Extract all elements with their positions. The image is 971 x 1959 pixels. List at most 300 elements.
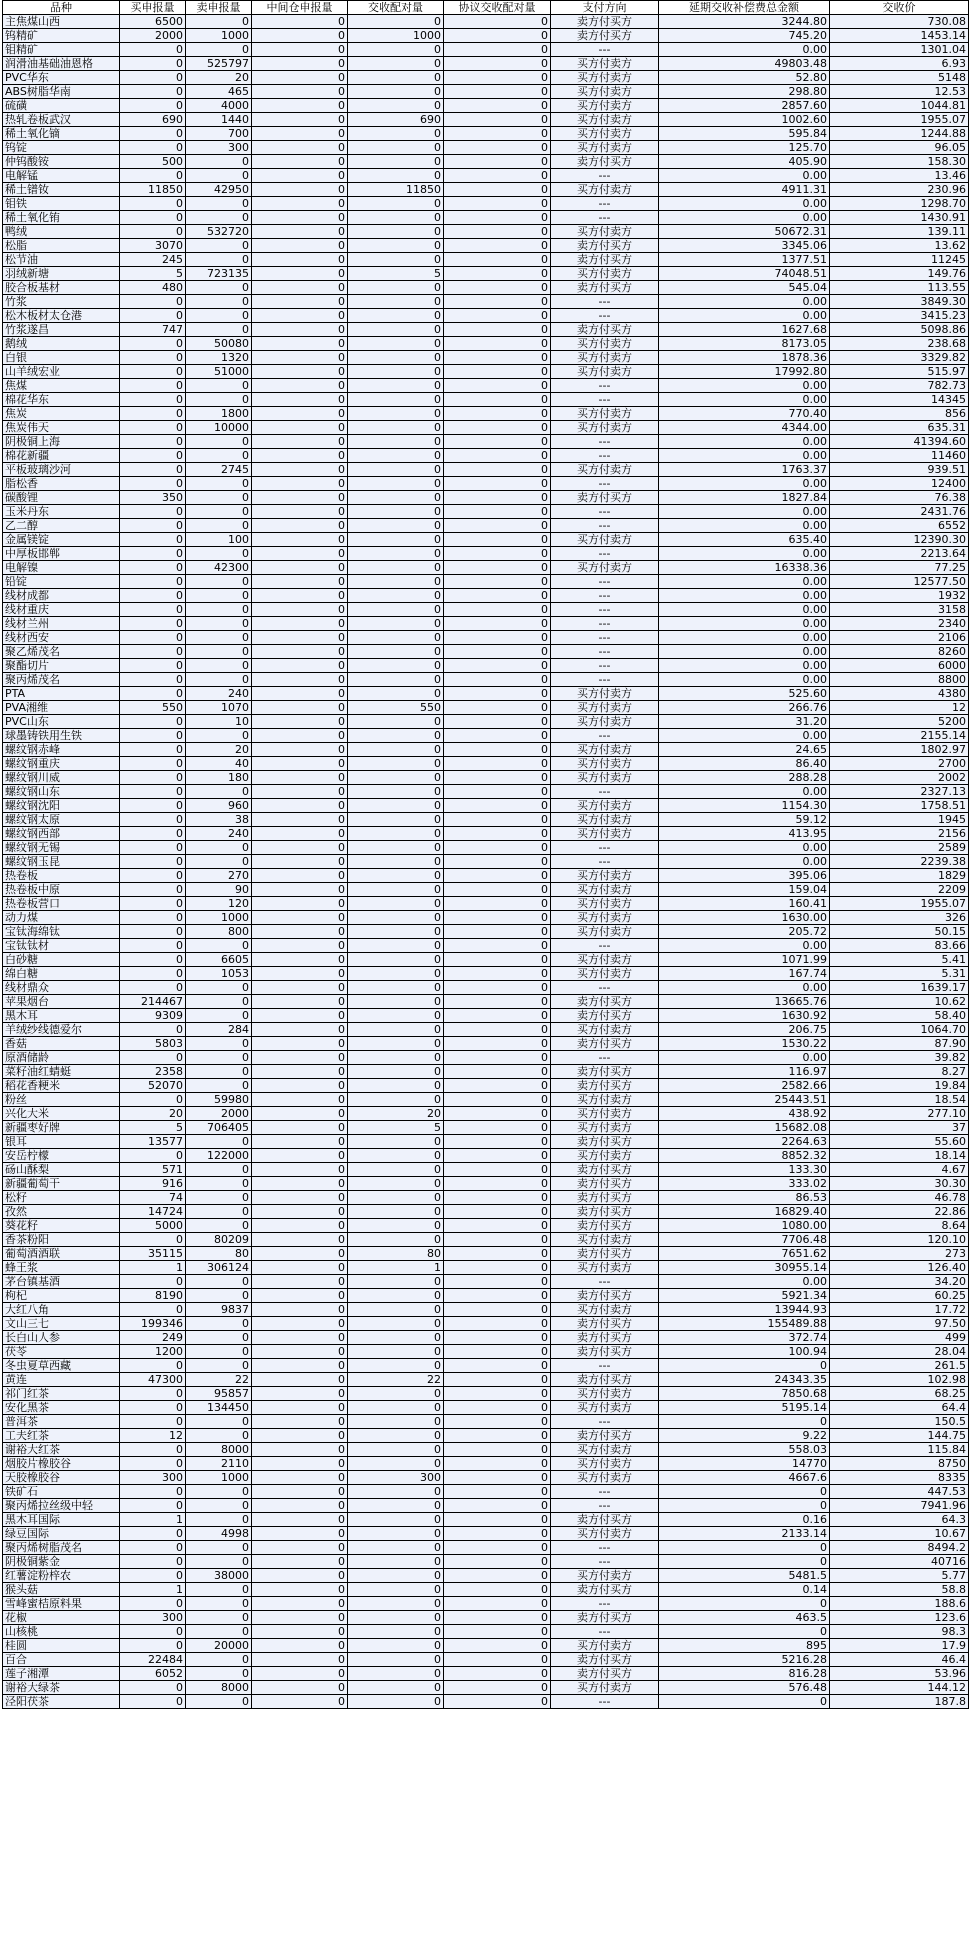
agreement-matched-cell: 0 [444,337,551,351]
compensation-total-cell: 133.30 [659,1163,830,1177]
sell-declared-cell: 38000 [186,1569,252,1583]
payment-direction-cell: 买方付卖方 [551,1527,659,1541]
compensation-total-cell: 0.00 [659,855,830,869]
payment-direction-cell: 买方付卖方 [551,1401,659,1415]
table-row [3,1093,969,1107]
intermediate-declared-cell: 0 [252,323,348,337]
intermediate-declared-cell: 0 [252,855,348,869]
intermediate-declared-cell: 0 [252,813,348,827]
payment-direction-cell: 买方付卖方 [551,113,659,127]
delivery-matched-cell: 0 [348,421,444,435]
delivery-matched-cell: 0 [348,1177,444,1191]
buy-declared-cell: 0 [120,1457,186,1471]
table-row [3,15,969,29]
settlement-price-cell: 1453.14 [830,29,969,43]
settlement-price-cell: 64.3 [830,1513,969,1527]
table-row [3,85,969,99]
payment-direction-cell: --- [551,659,659,673]
intermediate-declared-cell: 0 [252,1457,348,1471]
sell-declared-cell: 0 [186,617,252,631]
agreement-matched-cell: 0 [444,1443,551,1457]
delivery-matched-cell: 0 [348,1163,444,1177]
compensation-total-cell: 1627.68 [659,323,830,337]
payment-direction-cell: --- [551,939,659,953]
table-row [3,393,969,407]
variety-cell: 金属镁锭 [3,533,120,547]
table-row [3,813,969,827]
variety-cell: 线材重庆 [3,603,120,617]
variety-cell: 线材成都 [3,589,120,603]
sell-declared-cell: 50080 [186,337,252,351]
delivery-matched-cell: 0 [348,953,444,967]
compensation-total-cell: 4667.6 [659,1471,830,1485]
compensation-total-cell: 0.00 [659,939,830,953]
variety-cell: 线材西安 [3,631,120,645]
payment-direction-cell: 卖方付买方 [551,323,659,337]
payment-direction-cell: 买方付卖方 [551,99,659,113]
agreement-matched-cell: 0 [444,1107,551,1121]
variety-cell: 稻花香粳米 [3,1079,120,1093]
delivery-matched-cell: 0 [348,1457,444,1471]
compensation-total-cell: 1630.00 [659,911,830,925]
table-row [3,757,969,771]
intermediate-declared-cell: 0 [252,827,348,841]
compensation-total-cell: 59.12 [659,813,830,827]
buy-declared-cell: 0 [120,1555,186,1569]
agreement-matched-cell: 0 [444,1247,551,1261]
agreement-matched-cell: 0 [444,43,551,57]
variety-cell: 鸭绒 [3,225,120,239]
agreement-matched-cell: 0 [444,71,551,85]
intermediate-declared-cell: 0 [252,1051,348,1065]
variety-cell: 螺纹钢太原 [3,813,120,827]
table-row [3,1541,969,1555]
compensation-total-cell: 125.70 [659,141,830,155]
sell-declared-cell: 706405 [186,1121,252,1135]
agreement-matched-cell: 0 [444,393,551,407]
table-row [3,155,969,169]
agreement-matched-cell: 0 [444,1625,551,1639]
buy-declared-cell: 0 [120,911,186,925]
buy-declared-cell: 0 [120,197,186,211]
payment-direction-cell: 卖方付买方 [551,1429,659,1443]
sell-declared-cell: 0 [186,589,252,603]
intermediate-declared-cell: 0 [252,1009,348,1023]
intermediate-declared-cell: 0 [252,1681,348,1695]
settlement-price-cell: 12390.30 [830,533,969,547]
table-row [3,1597,969,1611]
sell-declared-cell: 2000 [186,1107,252,1121]
delivery-matched-cell: 0 [348,981,444,995]
compensation-total-cell: 0.00 [659,603,830,617]
compensation-total-cell: 13944.93 [659,1303,830,1317]
table-row [3,1191,969,1205]
payment-direction-cell: 卖方付买方 [551,253,659,267]
agreement-matched-cell: 0 [444,1037,551,1051]
delivery-matched-cell: 0 [348,841,444,855]
table-row [3,113,969,127]
variety-cell: 松节油 [3,253,120,267]
payment-direction-cell: --- [551,1051,659,1065]
intermediate-declared-cell: 0 [252,1065,348,1079]
table-row [3,1513,969,1527]
payment-direction-cell: --- [551,1695,659,1709]
intermediate-declared-cell: 0 [252,533,348,547]
settlement-price-cell: 150.5 [830,1415,969,1429]
settlement-price-cell: 13.46 [830,169,969,183]
delivery-matched-cell: 0 [348,1219,444,1233]
settlement-price-cell: 2156 [830,827,969,841]
delivery-matched-cell: 0 [348,1289,444,1303]
intermediate-declared-cell: 0 [252,1471,348,1485]
buy-declared-cell: 690 [120,113,186,127]
delivery-matched-cell: 0 [348,645,444,659]
delivery-matched-cell: 0 [348,869,444,883]
payment-direction-cell: 卖方付买方 [551,1611,659,1625]
variety-cell: 线材鼎众 [3,981,120,995]
delivery-matched-cell: 0 [348,1611,444,1625]
sell-declared-cell: 100 [186,533,252,547]
variety-cell: 球墨铸铁用生铁 [3,729,120,743]
payment-direction-cell: --- [551,547,659,561]
payment-direction-cell: 买方付卖方 [551,1471,659,1485]
buy-declared-cell: 0 [120,687,186,701]
table-row [3,211,969,225]
intermediate-declared-cell: 0 [252,99,348,113]
sell-declared-cell: 960 [186,799,252,813]
agreement-matched-cell: 0 [444,575,551,589]
delivery-matched-cell: 0 [348,1149,444,1163]
intermediate-declared-cell: 0 [252,1513,348,1527]
buy-declared-cell: 350 [120,491,186,505]
intermediate-declared-cell: 0 [252,1499,348,1513]
intermediate-declared-cell: 0 [252,687,348,701]
variety-cell: 安岳柠檬 [3,1149,120,1163]
table-row [3,351,969,365]
agreement-matched-cell: 0 [444,841,551,855]
delivery-matched-cell: 0 [348,659,444,673]
agreement-matched-cell: 0 [444,1121,551,1135]
sell-declared-cell: 0 [186,1177,252,1191]
settlement-price-cell: 46.78 [830,1191,969,1205]
payment-direction-cell: 买方付卖方 [551,869,659,883]
delivery-matched-cell: 0 [348,449,444,463]
intermediate-declared-cell: 0 [252,1653,348,1667]
table-row [3,1121,969,1135]
settlement-price-cell: 499 [830,1331,969,1345]
settlement-price-cell: 3158 [830,603,969,617]
settlement-price-cell: 1758.51 [830,799,969,813]
delivery-matched-cell: 0 [348,799,444,813]
compensation-total-cell: 0 [659,1625,830,1639]
variety-cell: 润滑油基础油恩格 [3,57,120,71]
variety-cell: 钨锭 [3,141,120,155]
intermediate-declared-cell: 0 [252,1359,348,1373]
compensation-total-cell: 438.92 [659,1107,830,1121]
compensation-total-cell: 16338.36 [659,561,830,575]
sell-declared-cell: 0 [186,645,252,659]
sell-declared-cell: 80209 [186,1233,252,1247]
buy-declared-cell: 0 [120,589,186,603]
variety-cell: 枸杞 [3,1289,120,1303]
delivery-matched-cell: 0 [348,435,444,449]
table-row [3,953,969,967]
payment-direction-cell: 卖方付买方 [551,1205,659,1219]
compensation-total-cell: 16829.40 [659,1205,830,1219]
settlement-price-cell: 3849.30 [830,295,969,309]
buy-declared-cell: 0 [120,799,186,813]
intermediate-declared-cell: 0 [252,673,348,687]
compensation-total-cell: 0.00 [659,1275,830,1289]
agreement-matched-cell: 0 [444,1303,551,1317]
compensation-total-cell: 49803.48 [659,57,830,71]
sell-declared-cell: 38 [186,813,252,827]
table-header-row [3,1,969,15]
settlement-price-cell: 1639.17 [830,981,969,995]
sell-declared-cell: 0 [186,1135,252,1149]
intermediate-declared-cell: 0 [252,1667,348,1681]
settlement-price-cell: 1932 [830,589,969,603]
buy-declared-cell: 500 [120,155,186,169]
sell-declared-cell: 0 [186,1695,252,1709]
variety-cell: 猴头菇 [3,1583,120,1597]
sell-declared-cell: 0 [186,1289,252,1303]
table-row [3,925,969,939]
compensation-total-cell: 1530.22 [659,1037,830,1051]
buy-declared-cell: 0 [120,547,186,561]
delivery-matched-cell: 0 [348,1429,444,1443]
sell-declared-cell: 0 [186,1513,252,1527]
payment-direction-cell: 买方付卖方 [551,827,659,841]
intermediate-declared-cell: 0 [252,379,348,393]
agreement-matched-cell: 0 [444,449,551,463]
sell-declared-cell: 1440 [186,113,252,127]
table-row [3,1037,969,1051]
compensation-total-cell: 3244.80 [659,15,830,29]
table-row [3,589,969,603]
intermediate-declared-cell: 0 [252,1611,348,1625]
settlement-price-cell: 41394.60 [830,435,969,449]
header-variety: 品种 [3,1,120,15]
delivery-matched-cell: 0 [348,631,444,645]
table-row [3,1373,969,1387]
compensation-total-cell: 0.00 [659,589,830,603]
agreement-matched-cell: 0 [444,589,551,603]
settlement-price-cell: 17.72 [830,1303,969,1317]
variety-cell: 螺纹钢西部 [3,827,120,841]
sell-declared-cell: 270 [186,869,252,883]
agreement-matched-cell: 0 [444,533,551,547]
delivery-matched-cell: 0 [348,673,444,687]
settlement-price-cell: 126.40 [830,1261,969,1275]
table-row [3,253,969,267]
payment-direction-cell: 卖方付买方 [551,1009,659,1023]
buy-declared-cell: 0 [120,1359,186,1373]
agreement-matched-cell: 0 [444,1583,551,1597]
payment-direction-cell: 卖方付买方 [551,1345,659,1359]
table-row [3,827,969,841]
settlement-price-cell: 58.8 [830,1583,969,1597]
delivery-matched-cell: 0 [348,337,444,351]
delivery-matched-cell: 0 [348,855,444,869]
buy-declared-cell: 0 [120,953,186,967]
intermediate-declared-cell: 0 [252,701,348,715]
payment-direction-cell: 买方付卖方 [551,533,659,547]
agreement-matched-cell: 0 [444,253,551,267]
buy-declared-cell: 0 [120,939,186,953]
sell-declared-cell: 10000 [186,421,252,435]
intermediate-declared-cell: 0 [252,225,348,239]
payment-direction-cell: 买方付卖方 [551,365,659,379]
variety-cell: 脂松香 [3,477,120,491]
payment-direction-cell: 买方付卖方 [551,925,659,939]
settlement-price-cell: 12577.50 [830,575,969,589]
table-row [3,1695,969,1709]
buy-declared-cell: 0 [120,295,186,309]
buy-declared-cell: 0 [120,897,186,911]
agreement-matched-cell: 0 [444,29,551,43]
sell-declared-cell: 22 [186,1373,252,1387]
payment-direction-cell: 买方付卖方 [551,701,659,715]
buy-declared-cell: 3070 [120,239,186,253]
table-row [3,281,969,295]
intermediate-declared-cell: 0 [252,393,348,407]
table-row [3,1387,969,1401]
variety-cell: 葵花籽 [3,1219,120,1233]
delivery-matched-cell: 11850 [348,183,444,197]
sell-declared-cell: 0 [186,281,252,295]
sell-declared-cell: 20 [186,71,252,85]
agreement-matched-cell: 0 [444,477,551,491]
sell-declared-cell: 59980 [186,1093,252,1107]
buy-declared-cell: 0 [120,85,186,99]
payment-direction-cell: 买方付卖方 [551,1107,659,1121]
payment-direction-cell: --- [551,393,659,407]
buy-declared-cell: 2000 [120,29,186,43]
sell-declared-cell: 532720 [186,225,252,239]
table-row [3,1261,969,1275]
table-row [3,1107,969,1121]
delivery-matched-cell: 0 [348,519,444,533]
table-row [3,1555,969,1569]
compensation-total-cell: 13665.76 [659,995,830,1009]
table-row [3,911,969,925]
table-row [3,1471,969,1485]
sell-declared-cell: 800 [186,925,252,939]
table-row [3,687,969,701]
variety-cell: 新疆枣好牌 [3,1121,120,1135]
agreement-matched-cell: 0 [444,323,551,337]
variety-cell: 聚乙烯茂名 [3,645,120,659]
buy-declared-cell: 1 [120,1583,186,1597]
sell-declared-cell: 0 [186,1583,252,1597]
compensation-total-cell: 8852.32 [659,1149,830,1163]
table-row [3,477,969,491]
intermediate-declared-cell: 0 [252,939,348,953]
compensation-total-cell: 745.20 [659,29,830,43]
variety-cell: 红薯淀粉梓农 [3,1569,120,1583]
settlement-price-cell: 3329.82 [830,351,969,365]
agreement-matched-cell: 0 [444,183,551,197]
sell-declared-cell: 0 [186,659,252,673]
settlement-price-cell: 261.5 [830,1359,969,1373]
payment-direction-cell: 买方付卖方 [551,183,659,197]
variety-cell: 苹果烟台 [3,995,120,1009]
delivery-matched-cell: 0 [348,729,444,743]
compensation-total-cell: 0 [659,1499,830,1513]
settlement-price-cell: 3415.23 [830,309,969,323]
variety-cell: 百合 [3,1653,120,1667]
delivery-matched-cell: 1000 [348,29,444,43]
agreement-matched-cell: 0 [444,1499,551,1513]
sell-declared-cell: 306124 [186,1261,252,1275]
sell-declared-cell: 0 [186,939,252,953]
table-row [3,267,969,281]
buy-declared-cell: 0 [120,869,186,883]
payment-direction-cell: 卖方付买方 [551,1289,659,1303]
buy-declared-cell: 0 [120,141,186,155]
buy-declared-cell: 0 [120,1149,186,1163]
settlement-price-cell: 635.31 [830,421,969,435]
settlement-price-cell: 83.66 [830,939,969,953]
sell-declared-cell: 0 [186,253,252,267]
payment-direction-cell: --- [551,519,659,533]
payment-direction-cell: 卖方付买方 [551,1247,659,1261]
sell-declared-cell: 0 [186,519,252,533]
settlement-price-cell: 8335 [830,1471,969,1485]
agreement-matched-cell: 0 [444,1289,551,1303]
intermediate-declared-cell: 0 [252,85,348,99]
compensation-total-cell: 7850.68 [659,1387,830,1401]
delivery-matched-cell: 0 [348,1583,444,1597]
intermediate-declared-cell: 0 [252,1149,348,1163]
table-row [3,603,969,617]
delivery-matched-cell: 0 [348,351,444,365]
payment-direction-cell: --- [551,449,659,463]
delivery-matched-cell: 0 [348,1513,444,1527]
variety-cell: 热轧卷板武汉 [3,113,120,127]
intermediate-declared-cell: 0 [252,309,348,323]
payment-direction-cell: 买方付卖方 [551,1387,659,1401]
variety-cell: 花椒 [3,1611,120,1625]
payment-direction-cell: --- [551,575,659,589]
delivery-matched-cell: 0 [348,785,444,799]
sell-declared-cell: 20000 [186,1639,252,1653]
intermediate-declared-cell: 0 [252,897,348,911]
buy-declared-cell: 0 [120,757,186,771]
sell-declared-cell: 42300 [186,561,252,575]
intermediate-declared-cell: 0 [252,113,348,127]
buy-declared-cell: 0 [120,225,186,239]
variety-cell: 松木板材太仓港 [3,309,120,323]
buy-declared-cell: 0 [120,1401,186,1415]
variety-cell: 粉丝 [3,1093,120,1107]
compensation-total-cell: 0.00 [659,379,830,393]
intermediate-declared-cell: 0 [252,281,348,295]
compensation-total-cell: 1154.30 [659,799,830,813]
compensation-total-cell: 0.16 [659,1513,830,1527]
sell-declared-cell: 0 [186,785,252,799]
payment-direction-cell: --- [551,673,659,687]
variety-cell: 螺纹钢重庆 [3,757,120,771]
compensation-total-cell: 0.00 [659,645,830,659]
intermediate-declared-cell: 0 [252,183,348,197]
variety-cell: 棉花华东 [3,393,120,407]
table-row [3,645,969,659]
sell-declared-cell: 0 [186,855,252,869]
sell-declared-cell: 0 [186,631,252,645]
variety-cell: 铁矿石 [3,1485,120,1499]
